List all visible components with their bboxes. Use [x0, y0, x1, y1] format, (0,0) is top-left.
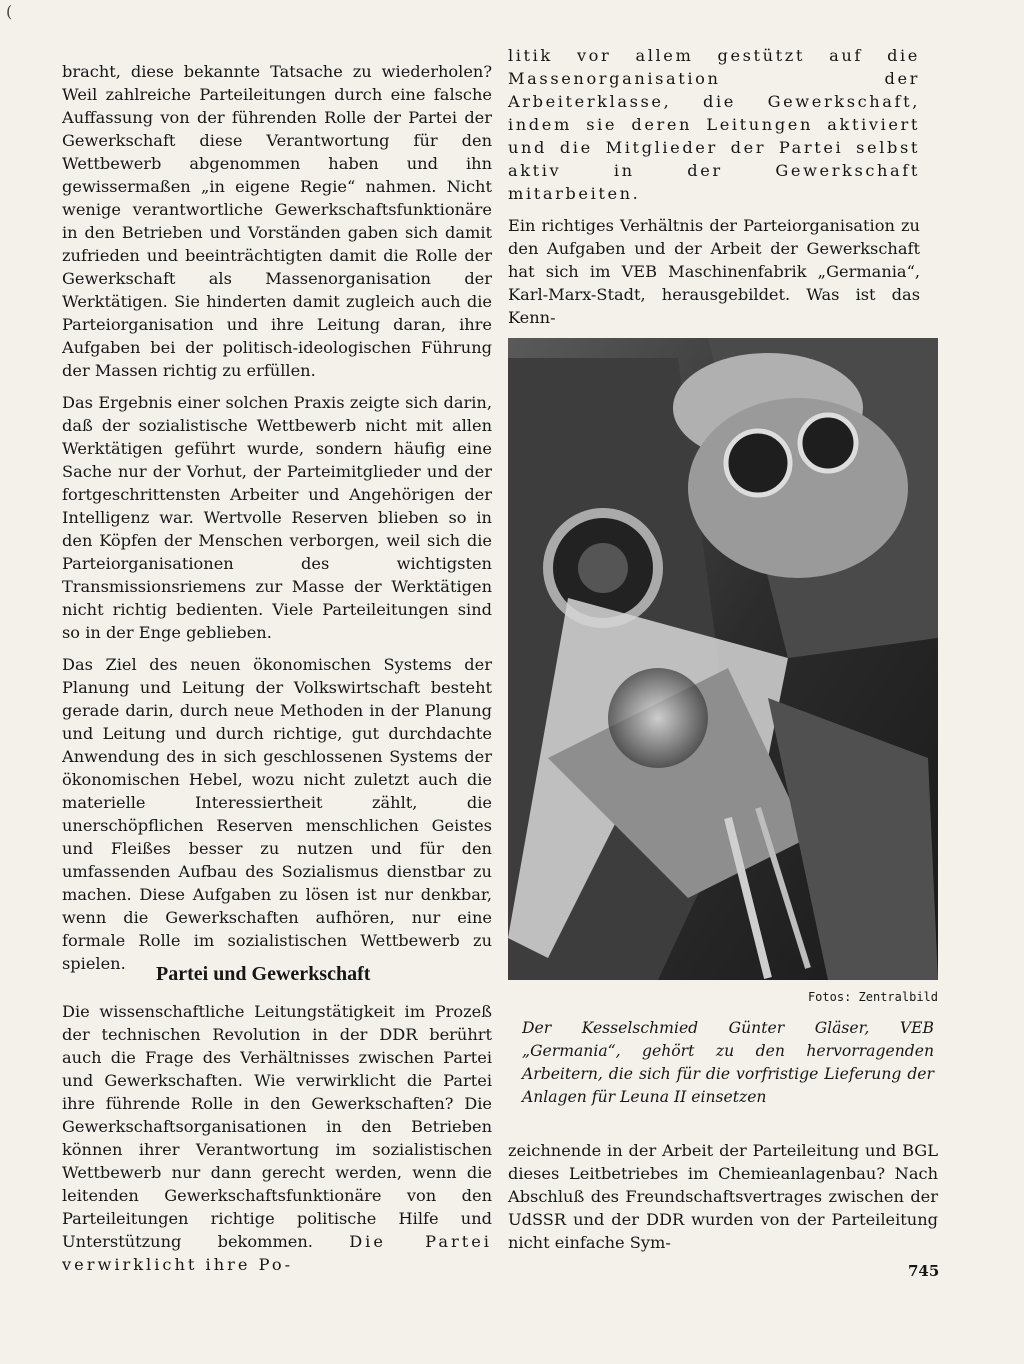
- photograph-boilermaker: [508, 338, 938, 980]
- paragraph: Das Ergebnis einer solchen Praxis zeigte sich darin, daß der sozialistische Wettbewerb nicht mit allen Werktätigen geführt wurde, sondern häufig eine Sache nur der Vorhut, der Parteimitglieder und der fortgeschrittensten Arbeiter und Angehörigen der Intelligenz war. Wertvolle Reserven blieben so in den Köpfen der Menschen verborgen, weil sich die Parteiorganisationen des wichtigsten Transmissionsriemens zur Masse der Werktätigen nicht richtig bedienten. Viele Parteileitungen sind so in der Enge geblieben.: [62, 393, 492, 642]
- photo-illustration: [508, 338, 938, 980]
- section-body: [62, 1000, 492, 1285]
- section-text-spaced: Die Partei verwirklicht ihre Po-: [62, 1232, 492, 1274]
- section-heading: Partei und Gewerkschaft: [156, 963, 371, 985]
- paragraph: Das Ziel des neuen ökonomischen Systems der Planung und Leitung der Volkswirtschaft besteht gerade darin, durch neue Methoden in der Planung und Leitung und durch richtige, gut durchdachte Anwendung des in sich geschlossenen Systems der ökonomischen Hebel, wozu nicht zuletzt auch die materielle Interessiertheit zählt, die unerschöpflichen Reserven menschlichen Geistes und Fleißes besser zu nutzen und für den umfassenden Aufbau des Sozialismus dienstbar zu machen. Diese Aufgaben zu lösen ist nur denkbar, wenn die Gewerkschaften aufhören, nur eine formale Rolle im sozialistischen Wettbewerb zu spielen.: [62, 655, 492, 973]
- section-text: Die wissenschaftliche Leitungstätigkeit im Prozeß der technischen Revolution in der DDR berührt auch die Frage des Verhältnisses zwischen Partei und Gewerkschaften. Wie verwirklicht die Partei ihre führende Rolle in den Gewerkschaften? Die Gewerkschaftsorganisationen in den Betrieben können ihrer Verantwortung im sozialistischen Wettbewerb nur dann gerecht werden, wenn die leitenden Gewerkschaftsfunktionäre von den Parteileitungen richtige politische Hilfe und Unterstützung bekommen.: [62, 1002, 492, 1251]
- right-column-top: [508, 44, 920, 338]
- paragraph: bracht, diese bekannte Tatsache zu wiederholen? Weil zahlreiche Parteileitungen durch eine falsche Auffassung von der führenden Rolle der Partei der Gewerkschaft diese Verantwortung für den Wettbewerb abgenommen haben und ihn gewissermaßen „in eigene Regie“ nahmen. Nicht wenige verantwortliche Gewerkschaftsfunktionäre in den Betrieben und Vorständen gaben sich damit zufrieden und beeinträchtigten damit die Rolle der Gewerkschaft als Massenorganisation der Werktätigen. Sie hinderten damit zugleich auch die Parteiorganisation und ihre Leitung daran, ihre Aufgaben bei der politisch-ideologischen Führung der Massen richtig zu erfüllen.: [62, 62, 492, 380]
- paragraph: Ein richtiges Verhältnis der Parteiorganisation zu den Aufgaben und der Arbeit der Gewerkschaft hat sich im VEB Maschinenfabrik „Germania“, Karl-Marx-Stadt, herausgebildet. Was ist das Kenn-: [508, 216, 920, 327]
- paragraph: zeichnende in der Arbeit der Parteileitung und BGL dieses Leitbetriebes im Chemieanlagenbau? Nach Abschluß des Freundschaftsvertrages zwischen der UdSSR und der DDR wurden von der Parteileitung nicht einfache Sym-: [508, 1141, 938, 1252]
- scan-corner-mark: (: [6, 2, 13, 21]
- photo-caption: Der Kesselschmied Günter Gläser, VEB „Germania“, gehört zu den hervorragenden Arbeitern, die sich für die vorfristige Lieferung der Anlagen für Leuna II einsetzen: [522, 1019, 934, 1106]
- left-column: [62, 60, 492, 984]
- right-column-bottom: [508, 1139, 938, 1263]
- page-number: 745: [908, 1262, 940, 1280]
- spaced-paragraph: litik vor allem gestützt auf die Massenorganisation der Arbeiterklasse, die Gewerkschaft, indem sie deren Leitungen aktiviert und die Mitglieder der Partei selbst aktiv in der Gewerkschaft mitarbeiten.: [508, 46, 920, 203]
- photo-credit: Fotos: Zentralbild: [807, 990, 938, 1004]
